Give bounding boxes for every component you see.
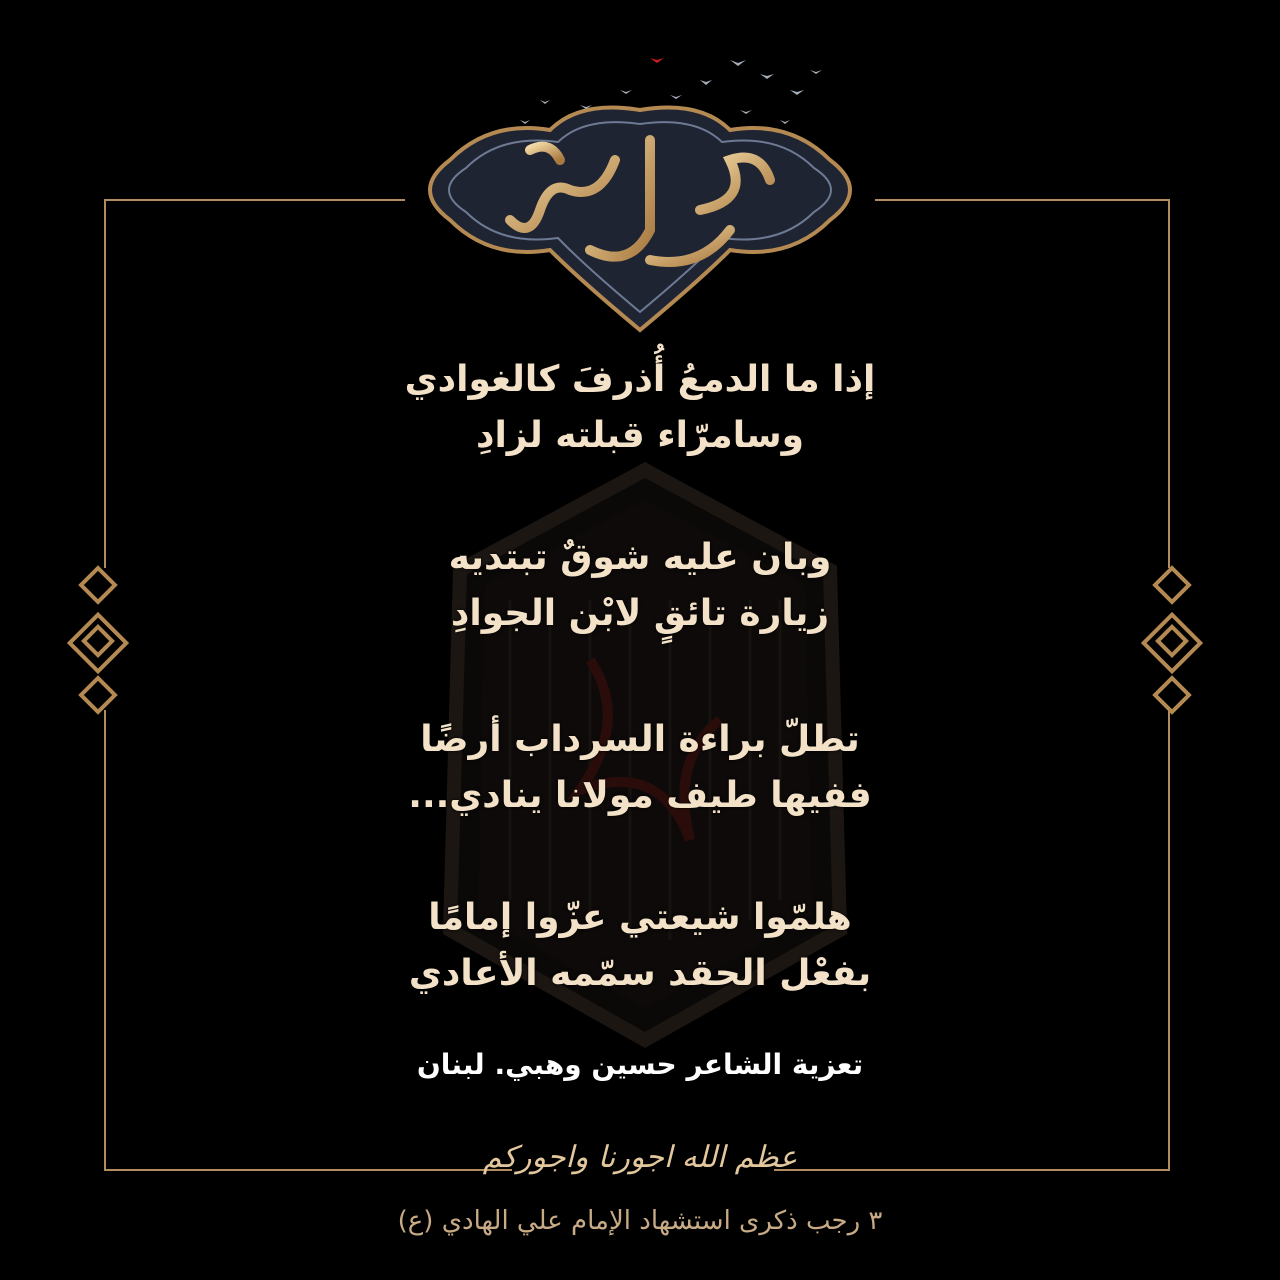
- poem-stanza-2: [0, 530, 1280, 642]
- poem-line: وسامرّاء قبلته لزادِ: [475, 415, 804, 456]
- poem-line: وبان عليه شوقٌ تبتديه: [448, 537, 832, 578]
- condolence-phrase: عظم الله اجورنا واجوركم: [482, 1140, 798, 1175]
- poem-line: هلمّوا شيعتي عزّوا إمامًا: [428, 897, 852, 938]
- occasion-date-line: ٣ رجب ذكرى استشهاد الإمام علي الهادي (ع): [397, 1206, 883, 1236]
- poem-line: تطلّ براءة السرداب أرضًا: [420, 719, 860, 760]
- poet-credit: تعزية الشاعر حسين وهبي. لبنان: [416, 1048, 864, 1081]
- poem-line: ففيها طيف مولانا ينادي...: [408, 775, 872, 816]
- gold-frame: [104, 199, 1170, 1171]
- poem-line: بفعْل الحقد سمّمه الأعادي: [408, 953, 872, 994]
- calligraphy-emblem-icon: [400, 40, 880, 340]
- poem-stanza-1: [0, 352, 1280, 464]
- poem-line: إذا ما الدمعُ أُذرفَ كالغوادي: [404, 359, 876, 400]
- poem-line: زيارة تائقٍ لابْن الجوادِ: [450, 593, 830, 634]
- poem-stanza-4: [0, 890, 1280, 1002]
- poem-stanza-3: [0, 712, 1280, 824]
